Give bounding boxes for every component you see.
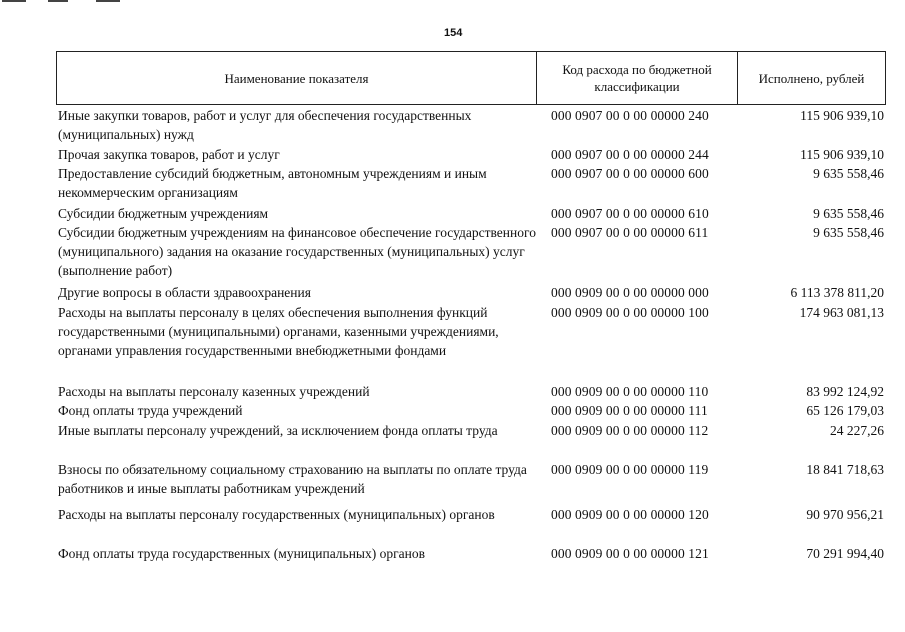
row-code: 000 0909 00 0 00 00000 112	[551, 423, 709, 438]
header-budget-code: Код расхода по бюджетной классификации	[537, 52, 738, 104]
row-code: 000 0909 00 0 00 00000 000	[551, 285, 709, 300]
row-name: Субсидии бюджетным учреждениям на финансовое обеспечение государственного (муниципального) задания на оказание государственных (муниципальных) услуг (выполнение работ)	[58, 225, 536, 278]
row-code: 000 0909 00 0 00 00000 100	[551, 305, 709, 320]
row-name: Фонд оплаты труда учреждений	[58, 403, 243, 418]
row-code: 000 0909 00 0 00 00000 119	[551, 462, 709, 477]
row-code: 000 0907 00 0 00 00000 600	[551, 166, 709, 181]
row-name: Расходы на выплаты персоналу казенных учреждений	[58, 384, 370, 399]
row-value: 115 906 939,10	[800, 147, 884, 162]
row-value: 174 963 081,13	[799, 305, 884, 320]
row-code: 000 0909 00 0 00 00000 111	[551, 403, 708, 418]
row-name: Прочая закупка товаров, работ и услуг	[58, 147, 280, 162]
row-code: 000 0909 00 0 00 00000 110	[551, 384, 709, 399]
row-value: 115 906 939,10	[800, 108, 884, 123]
row-value: 90 970 956,21	[806, 507, 884, 522]
row-name: Субсидии бюджетным учреждениям	[58, 206, 269, 221]
row-name: Другие вопросы в области здравоохранения	[58, 285, 311, 300]
scan-mark	[2, 0, 26, 2]
row-code: 000 0907 00 0 00 00000 611	[551, 225, 709, 240]
page-number: 154	[444, 27, 463, 39]
row-name: Фонд оплаты труда государственных (муниципальных) органов	[58, 546, 425, 561]
scan-mark	[48, 0, 68, 2]
row-name: Иные выплаты персоналу учреждений, за исключением фонда оплаты труда	[58, 423, 498, 438]
row-value: 24 227,26	[830, 423, 884, 438]
row-value: 9 635 558,46	[813, 166, 884, 181]
row-value: 9 635 558,46	[813, 225, 884, 240]
row-code: 000 0909 00 0 00 00000 121	[551, 546, 709, 561]
row-value: 70 291 994,40	[806, 546, 884, 561]
row-name: Расходы на выплаты персоналу в целях обеспечения выполнения функций государственными (муниципальными) органами, казенными учреждениями, органами управления государственными внебюджетными фондами	[58, 305, 499, 358]
row-code: 000 0907 00 0 00 00000 240	[551, 108, 709, 123]
row-value: 18 841 718,63	[806, 462, 884, 477]
table-header	[56, 51, 886, 105]
header-indicator-name: Наименование показателя	[57, 52, 537, 104]
row-name: Расходы на выплаты персоналу государственных (муниципальных) органов	[58, 507, 495, 522]
row-name: Взносы по обязательному социальному страхованию на выплаты по оплате труда работников и иные выплаты работникам учреждений	[58, 462, 527, 496]
header-executed: Исполнено, рублей	[758, 70, 865, 86]
row-code: 000 0907 00 0 00 00000 610	[551, 206, 709, 221]
scan-mark	[96, 0, 120, 2]
row-code: 000 0909 00 0 00 00000 120	[551, 507, 709, 522]
row-value: 83 992 124,92	[806, 384, 884, 399]
row-name: Иные закупки товаров, работ и услуг для обеспечения государственных (муниципальных) нужд	[58, 108, 472, 142]
row-name: Предоставление субсидий бюджетным, автономным учреждениям и иным некоммерческим организациям	[58, 166, 487, 200]
row-value: 6 113 378 811,20	[790, 285, 884, 300]
row-code: 000 0907 00 0 00 00000 244	[551, 147, 709, 162]
row-value: 9 635 558,46	[813, 206, 884, 221]
row-value: 65 126 179,03	[806, 403, 884, 418]
